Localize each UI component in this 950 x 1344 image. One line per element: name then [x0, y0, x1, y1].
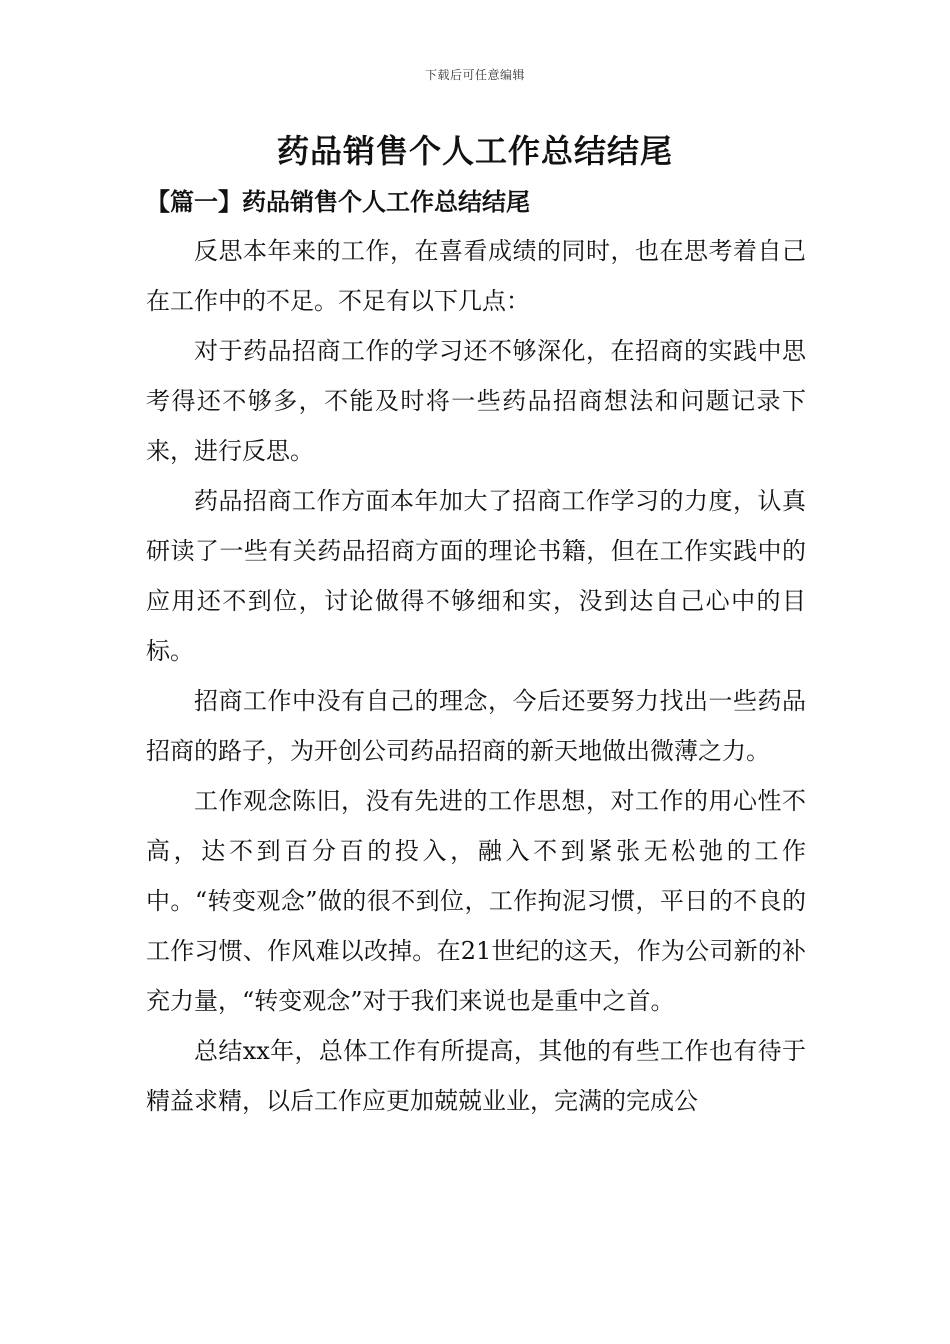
body-paragraph: 反思本年来的工作，在喜看成绩的同时，也在思考着自己在工作中的不足。不足有以下几点： — [146, 237, 806, 315]
body-paragraph: 总结xx年，总体工作有所提高，其他的有些工作也有待于精益求精，以后工作应更加兢兢业业，完满的完成公 — [146, 1037, 806, 1115]
body-paragraph: 对于药品招商工作的学习还不够深化，在招商的实践中思考得还不够多，不能及时将一些药品招商想法和问题记录下来，进行反思。 — [146, 337, 806, 465]
body-paragraph: 工作观念陈旧，没有先进的工作思想，对工作的用心性不高，达不到百分百的投入，融入不到紧张无松弛的工作中。“转变观念”做的很不到位，工作拘泥习惯，平日的不良的工作习惯、作风难以改掉。在21世纪的这天，作为公司新的补充力量，“转变观念”对于我们来说也是重中之首。 — [146, 787, 806, 1015]
document-body — [146, 226, 806, 1126]
body-paragraph: 招商工作中没有自己的理念，今后还要努力找出一些药品招商的路子，为开创公司药品招商的新天地做出微薄之力。 — [146, 687, 806, 765]
document-title: 药品销售个人工作总结结尾 — [276, 132, 673, 170]
body-paragraph: 药品招商工作方面本年加大了招商工作学习的力度，认真研读了一些有关药品招商方面的理论书籍，但在工作实践中的应用还不到位，讨论做得不够细和实，没到达自己心中的目标。 — [146, 487, 806, 665]
section-heading: 【篇一】药品销售个人工作总结结尾 — [146, 187, 530, 216]
header-note: 下载后可任意编辑 — [424, 68, 525, 82]
